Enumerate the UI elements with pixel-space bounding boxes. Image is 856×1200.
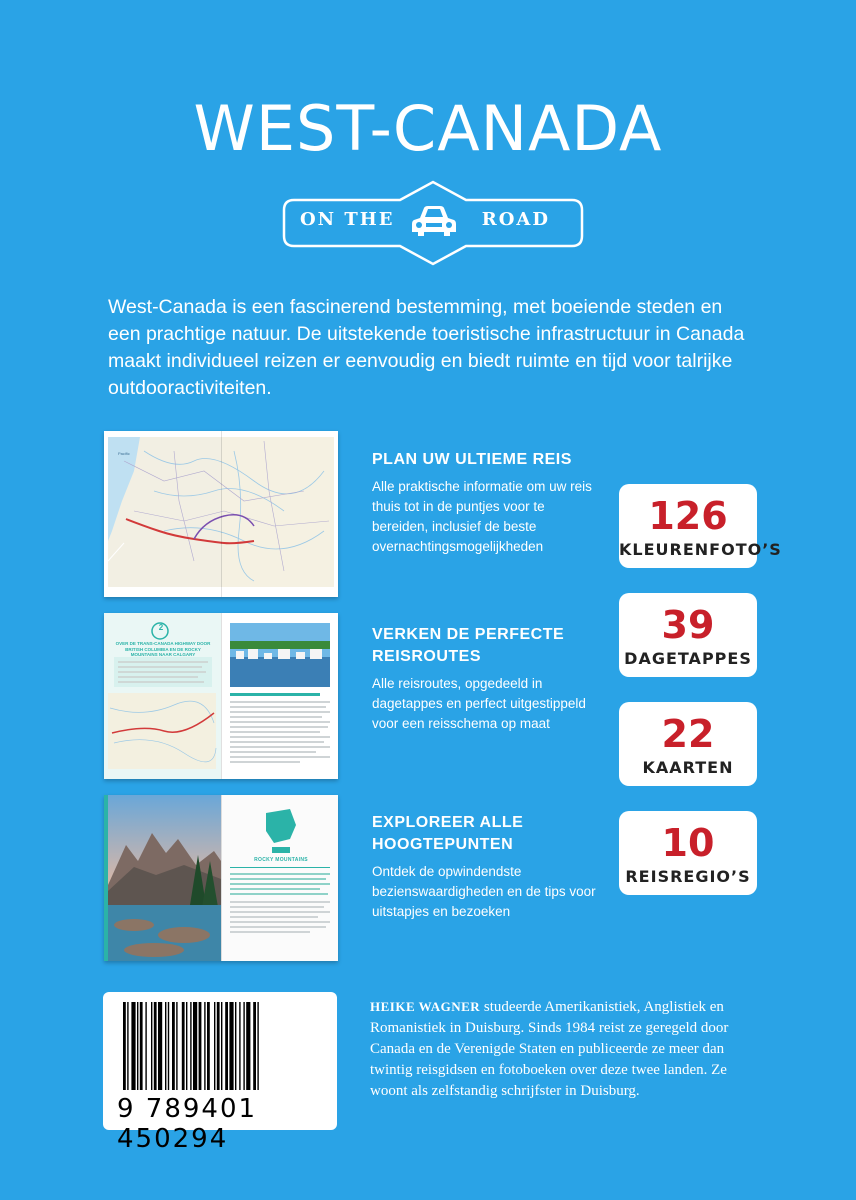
feature-body: Ontdek de opwindendste bezienswaardigheden en de tips voor uitstapjes en bezoeken bbox=[372, 864, 596, 919]
stat-photos bbox=[619, 484, 782, 568]
badge-right-text: ROAD bbox=[481, 209, 550, 230]
cover-title: WEST-CANADA bbox=[193, 92, 663, 165]
intro-paragraph: West-Canada is een fascinerend bestemming, met boeiende steden en een prachtige natuur. De uitstekende toeristische infrastructuur in Canada maakt individueel reizen er eenvoudig en biedt ruimte en tijd voor talrijke outdooractiviteiten. bbox=[108, 296, 745, 399]
barcode-bar bbox=[221, 1002, 222, 1090]
route-title: OVER DE TRANS-CANADA HIGHWAY DOOR BRITISH COLUMBIA EN DE ROCKY MOUNTAINS NAAR CALGARY bbox=[115, 641, 211, 657]
barcode-bar bbox=[193, 1002, 197, 1090]
barcode-bar bbox=[158, 1002, 162, 1090]
car-icon bbox=[410, 204, 458, 240]
stat-label: KLEURENFOTO’S bbox=[619, 540, 782, 559]
barcode-bar bbox=[246, 1002, 250, 1090]
isbn-digits: 9 789401 450294 bbox=[117, 1094, 258, 1154]
barcode-bar bbox=[243, 1002, 244, 1090]
barcode-bar bbox=[214, 1002, 215, 1090]
barcode-bar bbox=[207, 1002, 210, 1090]
barcode-bar bbox=[182, 1002, 185, 1090]
author-text: studeerde Amerikanistiek, Anglistiek en Romanistiek in Duisburg. Sinds 1984 reist ze geregeld door Canada en de Verenigde Staten en publiceerde ze meer dan twintig reisgidsen en fotoboeken over deze twee landen. Ze woont als zelfstandig schrijfster in Duisburg. bbox=[370, 999, 729, 1099]
barcode-bar bbox=[225, 1002, 228, 1090]
barcode-bar bbox=[257, 1002, 258, 1090]
stat-day-stages bbox=[619, 593, 757, 677]
region-title: ROCKY MOUNTAINS bbox=[254, 857, 308, 863]
page-fold bbox=[221, 613, 222, 779]
barcode-bar bbox=[123, 1002, 126, 1090]
barcode-bar bbox=[235, 1002, 236, 1090]
barcode-bar bbox=[145, 1002, 146, 1090]
barcode-bar bbox=[190, 1002, 191, 1090]
on-the-road-badge bbox=[282, 180, 584, 266]
isbn-barcode bbox=[103, 992, 337, 1154]
barcode-bar bbox=[151, 1002, 152, 1090]
route-number: 2 bbox=[158, 623, 164, 632]
stat-value: 39 bbox=[661, 603, 715, 647]
stat-value: 22 bbox=[661, 712, 715, 756]
stat-label: KAARTEN bbox=[642, 758, 734, 777]
book-spread-route bbox=[104, 613, 338, 779]
barcode-bars bbox=[103, 992, 337, 1094]
barcode-bar bbox=[176, 1002, 177, 1090]
feature-routes bbox=[372, 624, 602, 734]
feature-heading: VERKEN DE PERFECTE REISROUTES bbox=[372, 626, 565, 665]
barcode-bar bbox=[165, 1002, 166, 1090]
author-name: HEIKE WAGNER bbox=[370, 999, 481, 1014]
barcode-bar bbox=[172, 1002, 175, 1090]
barcode-bar bbox=[239, 1002, 240, 1090]
feature-heading: EXPLOREER ALLE HOOGTEPUNTEN bbox=[372, 814, 524, 853]
stat-regions bbox=[619, 811, 757, 895]
feature-heading: PLAN UW ULTIEME REIS bbox=[372, 451, 572, 468]
svg-text:Pacific: Pacific bbox=[118, 451, 130, 456]
barcode-bar bbox=[204, 1002, 205, 1090]
feature-plan bbox=[372, 449, 602, 557]
barcode-bar bbox=[131, 1002, 135, 1090]
barcode-bar bbox=[217, 1002, 220, 1090]
badge-left-text: ON THE bbox=[300, 209, 395, 230]
stat-maps bbox=[619, 702, 757, 786]
barcode-bar bbox=[127, 1002, 128, 1090]
feature-body: Alle praktische informatie om uw reis thuis tot in de puntjes voor te bereiden, inclusief de beste overnachtingsmogelijkheden bbox=[372, 479, 592, 554]
barcode-bar bbox=[229, 1002, 233, 1090]
stat-label: DAGETAPPES bbox=[624, 649, 752, 668]
page-fold bbox=[221, 431, 222, 597]
stat-value: 126 bbox=[648, 494, 728, 538]
barcode-bar bbox=[154, 1002, 157, 1090]
barcode-bar bbox=[140, 1002, 143, 1090]
book-spread-map bbox=[104, 431, 338, 597]
stat-label: REISREGIO’S bbox=[625, 867, 751, 886]
author-bio bbox=[370, 996, 750, 1102]
page-fold bbox=[221, 795, 222, 961]
barcode-bar bbox=[199, 1002, 202, 1090]
barcode-bar bbox=[137, 1002, 138, 1090]
barcode-bar bbox=[168, 1002, 169, 1090]
book-spread-highlights bbox=[104, 795, 338, 961]
feature-highlights bbox=[372, 812, 602, 922]
barcode-bar bbox=[186, 1002, 187, 1090]
stat-value: 10 bbox=[661, 821, 715, 865]
barcode-bar bbox=[253, 1002, 256, 1090]
feature-body: Alle reisroutes, opgedeeld in dagetappes en perfect uitgestippeld voor een reisschema op maat bbox=[372, 676, 586, 731]
